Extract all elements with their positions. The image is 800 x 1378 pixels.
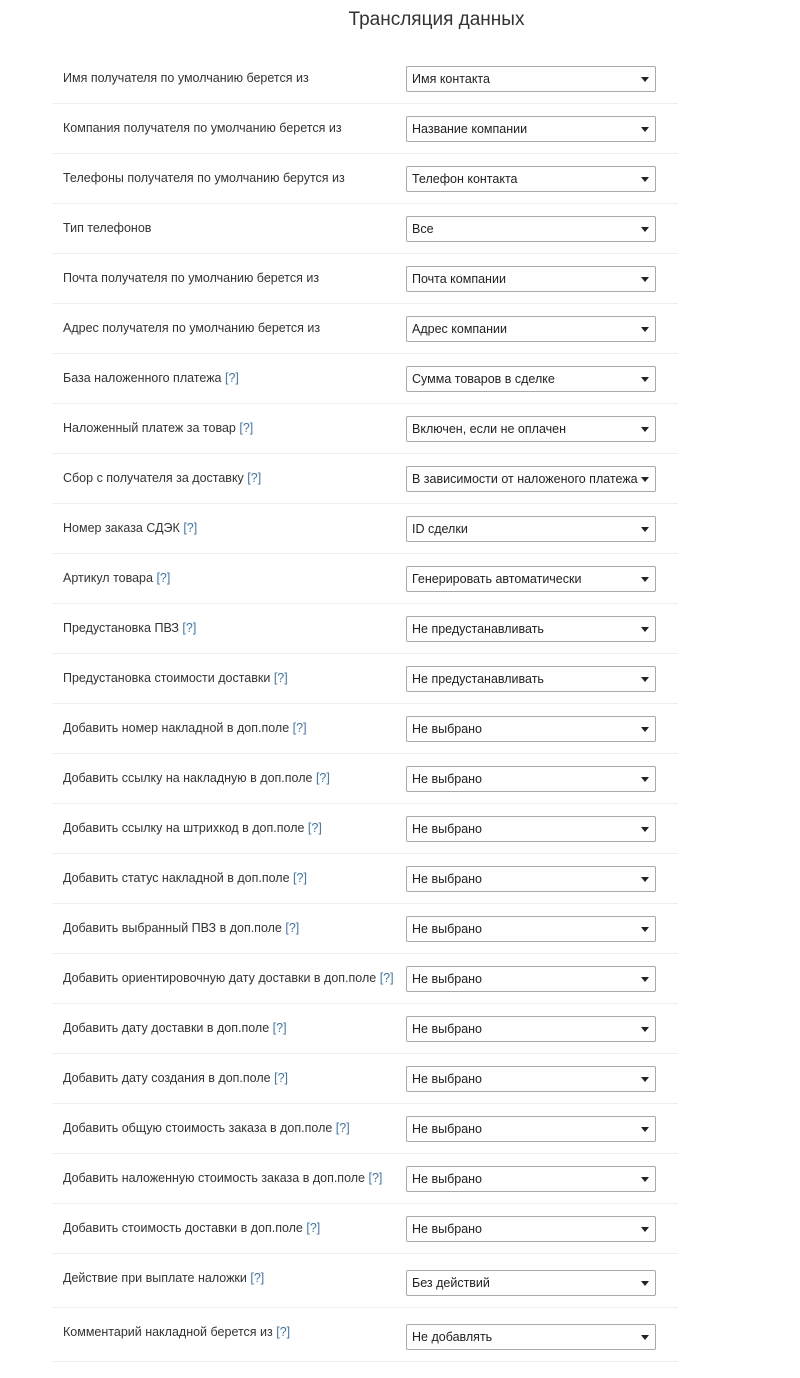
chevron-down-icon — [641, 877, 649, 882]
page-title: Трансляция данных — [348, 9, 525, 30]
chevron-down-icon — [641, 677, 649, 682]
setting-label — [63, 254, 319, 303]
select-value: Не выбрано — [412, 872, 482, 886]
setting-label — [63, 654, 288, 703]
select-value: Адрес компании — [412, 322, 508, 336]
setting-label-text: Добавить номер накладной в доп.поле — [63, 721, 290, 735]
setting-row — [52, 904, 678, 954]
setting-label — [63, 904, 299, 953]
settings-list — [52, 54, 678, 1362]
setting-row — [52, 1204, 678, 1254]
chevron-down-icon — [641, 1281, 649, 1286]
setting-label-text: Добавить дату доставки в доп.поле — [63, 1021, 270, 1035]
setting-row — [52, 804, 678, 854]
setting-row — [52, 1004, 678, 1054]
setting-label — [63, 1004, 287, 1053]
help-link[interactable]: [?] — [273, 671, 288, 685]
setting-row — [52, 104, 678, 154]
setting-select[interactable] — [406, 816, 656, 842]
setting-select[interactable] — [406, 116, 656, 142]
chevron-down-icon — [641, 827, 649, 832]
setting-label — [63, 204, 151, 253]
help-link[interactable]: [?] — [274, 1071, 288, 1085]
select-value: Все — [412, 222, 434, 236]
setting-select[interactable] — [406, 1016, 656, 1042]
setting-label-text: Добавить наложенную стоимость заказа в доп.поле — [63, 1171, 365, 1185]
chevron-down-icon — [641, 977, 649, 982]
setting-label-text: Предустановка ПВЗ — [63, 621, 179, 635]
help-link[interactable]: [?] — [307, 821, 322, 835]
setting-label-text: Компания получателя по умолчанию берется из — [63, 121, 342, 135]
chevron-down-icon — [641, 527, 649, 532]
help-link[interactable]: [?] — [239, 421, 254, 435]
select-value: Не выбрано — [412, 922, 482, 936]
setting-select[interactable] — [406, 416, 656, 442]
setting-label — [63, 54, 309, 103]
setting-label-text: База наложенного платежа — [63, 371, 222, 385]
setting-select[interactable] — [406, 1216, 656, 1242]
chevron-down-icon — [641, 227, 649, 232]
chevron-down-icon — [641, 627, 649, 632]
select-value: Без действий — [412, 1276, 490, 1290]
setting-select[interactable] — [406, 616, 656, 642]
setting-label-text: Телефоны получателя по умолчанию берутся из — [63, 171, 345, 185]
help-link[interactable]: [?] — [250, 1271, 265, 1285]
setting-label — [63, 1254, 264, 1303]
help-link[interactable]: [?] — [183, 521, 198, 535]
select-value: Не выбрано — [412, 822, 482, 836]
help-link[interactable]: [?] — [379, 971, 394, 985]
chevron-down-icon — [641, 1227, 649, 1232]
select-value: Генерировать автоматически — [412, 572, 582, 586]
select-value: В зависимости от наложеного платежа — [412, 472, 638, 486]
setting-label — [63, 954, 394, 1003]
select-value: Почта компании — [412, 272, 506, 286]
setting-label-text: Номер заказа СДЭК — [63, 521, 180, 535]
setting-row — [52, 854, 678, 904]
header — [0, 0, 800, 40]
setting-select[interactable] — [406, 166, 656, 192]
setting-label — [63, 354, 239, 403]
setting-row — [52, 1308, 678, 1362]
setting-select[interactable] — [406, 1166, 656, 1192]
help-link[interactable]: [?] — [285, 921, 300, 935]
setting-label — [63, 604, 196, 653]
setting-label — [63, 804, 322, 853]
setting-row — [52, 1254, 678, 1308]
chevron-down-icon — [641, 927, 649, 932]
setting-select[interactable] — [406, 466, 656, 492]
help-link[interactable]: [?] — [368, 1171, 383, 1185]
setting-row — [52, 404, 678, 454]
setting-label-text: Добавить стоимость доставки в доп.поле — [63, 1221, 303, 1235]
help-link[interactable]: [?] — [247, 471, 262, 485]
setting-row — [52, 954, 678, 1004]
help-link[interactable]: [?] — [292, 721, 307, 735]
setting-label — [63, 554, 170, 603]
setting-label-text: Предустановка стоимости доставки — [63, 671, 271, 685]
setting-label — [63, 754, 330, 803]
setting-label — [63, 504, 197, 553]
chevron-down-icon — [641, 377, 649, 382]
setting-row — [52, 554, 678, 604]
chevron-down-icon — [641, 777, 649, 782]
select-value: Не выбрано — [412, 1072, 482, 1086]
setting-label — [63, 1104, 350, 1153]
setting-label-text: Добавить общую стоимость заказа в доп.поле — [63, 1121, 333, 1135]
select-value: Имя контакта — [412, 72, 490, 86]
setting-label-text: Добавить статус накладной в доп.поле — [63, 871, 290, 885]
select-value: Название компании — [412, 122, 528, 136]
setting-label-text: Добавить ссылку на накладную в доп.поле — [63, 771, 313, 785]
setting-label — [63, 154, 345, 203]
setting-row — [52, 1154, 678, 1204]
setting-label-text: Наложенный платеж за товар — [63, 421, 236, 435]
setting-select[interactable] — [406, 566, 656, 592]
setting-label-text: Адрес получателя по умолчанию берется из — [63, 321, 321, 335]
setting-row — [52, 604, 678, 654]
select-value: Не выбрано — [412, 1222, 482, 1236]
help-link[interactable]: [?] — [306, 1221, 321, 1235]
help-link[interactable]: [?] — [182, 621, 197, 635]
setting-select[interactable] — [406, 516, 656, 542]
setting-row — [52, 54, 678, 104]
setting-row — [52, 354, 678, 404]
chevron-down-icon — [641, 577, 649, 582]
setting-select[interactable] — [406, 66, 656, 92]
setting-label-text: Почта получателя по умолчанию берется из — [63, 271, 320, 285]
setting-select[interactable] — [406, 1066, 656, 1092]
setting-row — [52, 304, 678, 354]
chevron-down-icon — [641, 77, 649, 82]
select-value: Не выбрано — [412, 972, 482, 986]
setting-label — [63, 854, 307, 903]
select-value: Не выбрано — [412, 1172, 482, 1186]
setting-select[interactable] — [406, 1324, 656, 1350]
setting-label — [63, 1204, 320, 1253]
setting-select[interactable] — [406, 1116, 656, 1142]
setting-select[interactable] — [406, 316, 656, 342]
chevron-down-icon — [641, 1027, 649, 1032]
select-value: Не выбрано — [412, 772, 482, 786]
setting-label-text: Имя получателя по умолчанию берется из — [63, 71, 309, 85]
setting-label — [63, 1154, 382, 1203]
setting-label-text: Добавить выбранный ПВЗ в доп.поле — [63, 921, 282, 935]
setting-select[interactable] — [406, 716, 656, 742]
setting-label-text: Добавить дату создания в доп.поле — [63, 1071, 271, 1085]
select-value: ID сделки — [412, 522, 468, 536]
setting-select[interactable] — [406, 1270, 656, 1296]
setting-row — [52, 254, 678, 304]
setting-row — [52, 204, 678, 254]
setting-select[interactable] — [406, 866, 656, 892]
setting-row — [52, 754, 678, 804]
setting-select[interactable] — [406, 766, 656, 792]
help-link[interactable]: [?] — [315, 771, 330, 785]
help-link[interactable]: [?] — [293, 871, 307, 885]
setting-row — [52, 704, 678, 754]
help-link[interactable]: [?] — [225, 371, 239, 385]
chevron-down-icon — [641, 327, 649, 332]
chevron-down-icon — [641, 1127, 649, 1132]
chevron-down-icon — [641, 1177, 649, 1182]
setting-label-text: Комментарий накладной берется из — [63, 1325, 273, 1339]
setting-row — [52, 654, 678, 704]
select-value: Не выбрано — [412, 722, 482, 736]
setting-row — [52, 154, 678, 204]
help-link[interactable]: [?] — [335, 1121, 350, 1135]
setting-select[interactable] — [406, 366, 656, 392]
setting-label-text: Добавить ориентировочную дату доставки в доп.поле — [63, 971, 377, 985]
select-value: Не добавлять — [412, 1330, 493, 1344]
select-value: Не предустанавливать — [412, 672, 544, 686]
setting-row — [52, 504, 678, 554]
chevron-down-icon — [641, 1077, 649, 1082]
setting-label — [63, 1308, 290, 1357]
setting-label — [63, 104, 342, 153]
help-link[interactable]: [?] — [156, 571, 171, 585]
setting-label — [63, 704, 307, 753]
select-value: Не предустанавливать — [412, 622, 544, 636]
setting-label-text: Сбор с получателя за доставку — [63, 471, 244, 485]
help-link[interactable]: [?] — [276, 1325, 291, 1339]
setting-label-text: Тип телефонов — [63, 221, 152, 235]
setting-select[interactable] — [406, 216, 656, 242]
setting-select[interactable] — [406, 966, 656, 992]
chevron-down-icon — [641, 727, 649, 732]
select-value: Не выбрано — [412, 1122, 482, 1136]
select-value: Включен, если не оплачен — [412, 422, 566, 436]
select-value: Сумма товаров в сделке — [412, 372, 555, 386]
help-link[interactable]: [?] — [272, 1021, 287, 1035]
setting-label — [63, 304, 320, 353]
select-value: Телефон контакта — [412, 172, 518, 186]
setting-select[interactable] — [406, 666, 656, 692]
setting-label — [63, 1054, 288, 1103]
select-value: Не выбрано — [412, 1022, 482, 1036]
setting-select[interactable] — [406, 916, 656, 942]
setting-select[interactable] — [406, 266, 656, 292]
chevron-down-icon — [641, 277, 649, 282]
setting-label-text: Артикул товара — [63, 571, 153, 585]
setting-row — [52, 454, 678, 504]
chevron-down-icon — [641, 427, 649, 432]
setting-row — [52, 1104, 678, 1154]
setting-label — [63, 454, 261, 503]
chevron-down-icon — [641, 127, 649, 132]
chevron-down-icon — [641, 177, 649, 182]
setting-row — [52, 1054, 678, 1104]
setting-label — [63, 404, 253, 453]
chevron-down-icon — [641, 477, 649, 482]
setting-label-text: Действие при выплате наложки — [63, 1271, 247, 1285]
setting-label-text: Добавить ссылку на штрихкод в доп.поле — [63, 821, 305, 835]
chevron-down-icon — [641, 1335, 649, 1340]
